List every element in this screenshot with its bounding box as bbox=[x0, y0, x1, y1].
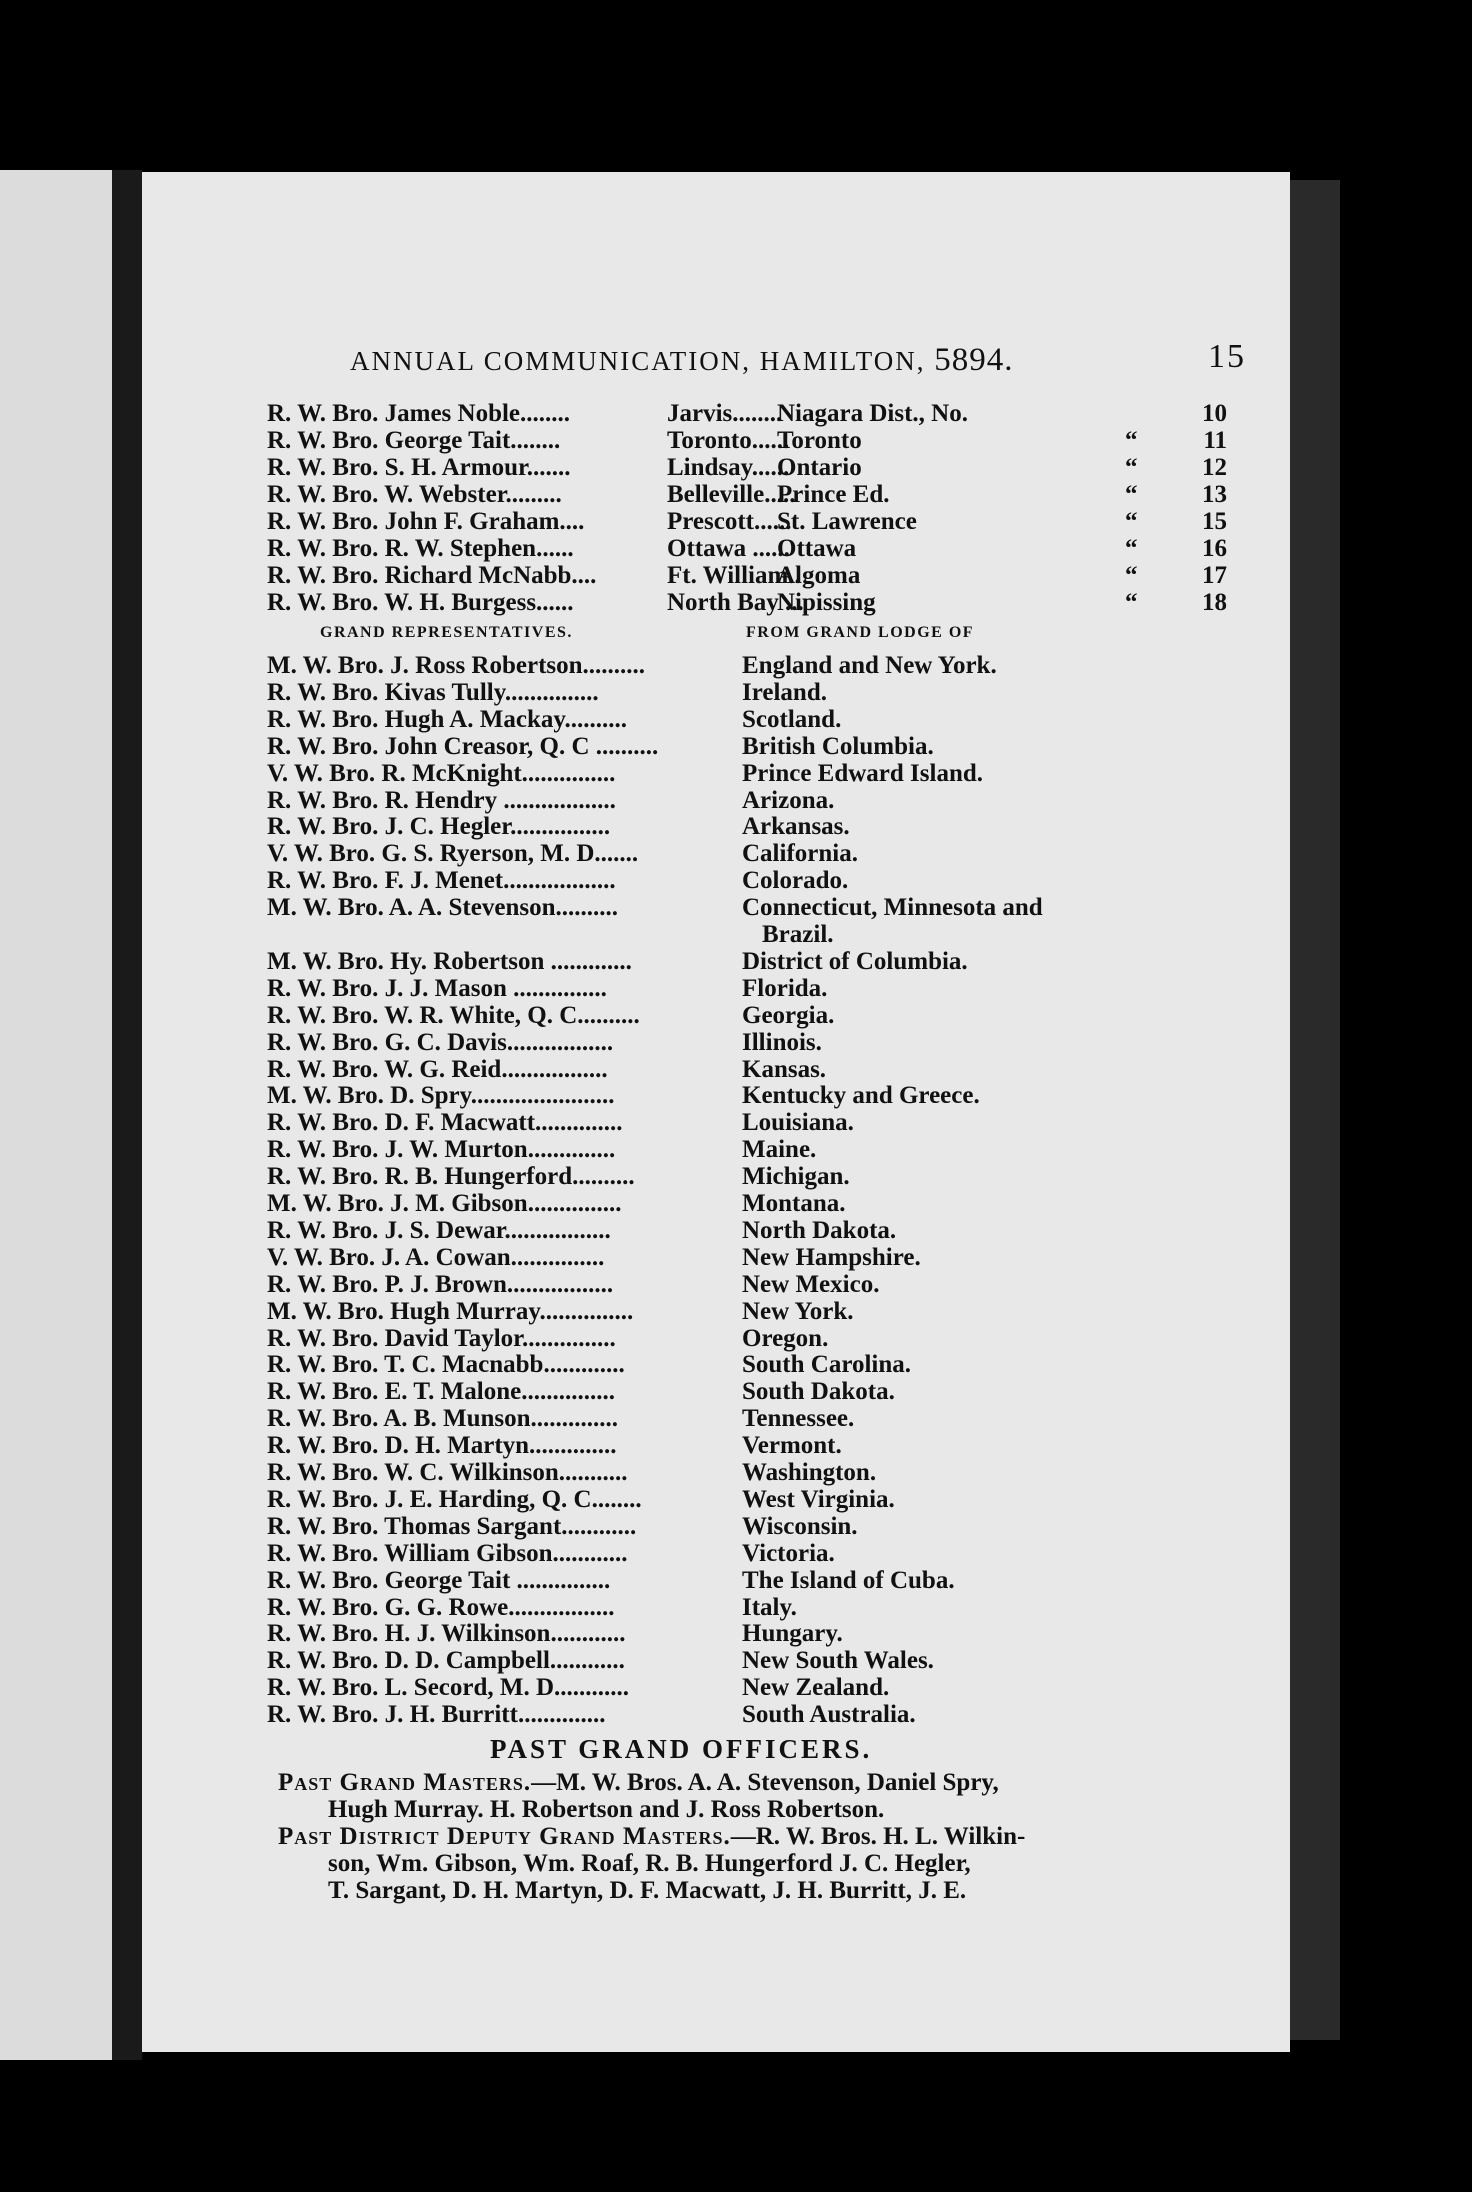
representative-name: M. W. Bro. Hy. Robertson ............. bbox=[267, 947, 632, 975]
representative-lodge: South Carolina. bbox=[742, 1351, 912, 1379]
representative-name: R. W. Bro. Hugh A. Mackay.......... bbox=[267, 705, 628, 733]
past-district-deputies-label: Past District Deputy Grand Masters. bbox=[278, 1823, 731, 1850]
header-year: 5894. bbox=[934, 342, 1014, 378]
representative-name: R. W. Bro. J. C. Hegler................ bbox=[267, 813, 611, 841]
deputy-name: R. W. Bro. S. H. Armour....... bbox=[267, 454, 571, 481]
representative-lodge: New South Wales. bbox=[742, 1647, 934, 1675]
representative-row bbox=[267, 1029, 1227, 1056]
deputy-number: 12 bbox=[1202, 454, 1227, 481]
representative-name: R. W. Bro. John Creasor, Q. C .......... bbox=[267, 732, 659, 760]
deputy-district: St. Lawrence bbox=[777, 508, 917, 535]
deputy-row bbox=[267, 562, 1227, 589]
page-header bbox=[350, 338, 1250, 379]
representative-lodge: West Virginia. bbox=[742, 1485, 895, 1513]
representative-name: V. W. Bro. G. S. Ryerson, M. D....... bbox=[267, 840, 639, 868]
representative-lodge: New Zealand. bbox=[742, 1674, 890, 1702]
deputy-number: 15 bbox=[1202, 508, 1227, 535]
representative-lodge: Maine. bbox=[742, 1136, 817, 1164]
deputy-location: North Bay ... bbox=[667, 589, 804, 616]
representative-lodge: Washington. bbox=[742, 1459, 877, 1486]
representative-lodge: Scotland. bbox=[742, 705, 842, 733]
representative-name: M. W. Bro. D. Spry....................... bbox=[267, 1082, 615, 1110]
representative-lodge: Wisconsin. bbox=[742, 1512, 858, 1540]
representative-name: R. W. Bro. W. C. Wilkinson........... bbox=[267, 1459, 628, 1486]
representative-name: R. W. Bro. J. J. Mason ............... bbox=[267, 974, 607, 1002]
page-number: 15 bbox=[1208, 338, 1246, 375]
representative-lodge: Kansas. bbox=[742, 1055, 827, 1083]
representative-lodge: Vermont. bbox=[742, 1432, 842, 1460]
representative-name: R. W. Bro. H. J. Wilkinson............ bbox=[267, 1620, 626, 1648]
representative-lodge: Connecticut, Minnesota and bbox=[742, 894, 1043, 922]
ditto-mark: “ bbox=[1125, 562, 1138, 589]
representative-row bbox=[267, 840, 1227, 867]
representative-name: R. W. Bro. J. H. Burritt.............. bbox=[267, 1701, 606, 1729]
deputy-number: 18 bbox=[1202, 589, 1227, 616]
deputy-location: Ft. William.. bbox=[667, 562, 801, 589]
ditto-mark: “ bbox=[1125, 427, 1138, 454]
deputy-district: Ontario bbox=[777, 454, 862, 481]
grand-representatives-heading: GRAND REPRESENTATIVES. bbox=[320, 624, 573, 641]
representative-name: R. W. Bro. T. C. Macnabb............. bbox=[267, 1351, 625, 1379]
deputy-number: 17 bbox=[1202, 562, 1227, 589]
representative-name: R. W. Bro. D. D. Campbell............ bbox=[267, 1647, 625, 1675]
representative-row bbox=[267, 1540, 1227, 1567]
representative-row bbox=[267, 1513, 1227, 1540]
representative-name: R. W. Bro. David Taylor............... bbox=[267, 1324, 616, 1352]
deputy-row bbox=[267, 508, 1227, 535]
representative-row bbox=[267, 1163, 1227, 1190]
representative-row bbox=[267, 787, 1227, 814]
representative-name: R. W. Bro. G. C. Davis................. bbox=[267, 1028, 614, 1056]
representative-row bbox=[267, 1271, 1227, 1298]
representative-lodge: North Dakota. bbox=[742, 1216, 897, 1244]
representative-row bbox=[267, 1217, 1227, 1244]
representative-name: M. W. Bro. J. Ross Robertson.......... bbox=[267, 652, 646, 679]
representative-lodge: South Australia. bbox=[742, 1701, 916, 1729]
representative-name: R. W. Bro. W. G. Reid................. bbox=[267, 1055, 608, 1083]
representative-name: M. W. Bro. J. M. Gibson............... bbox=[267, 1190, 622, 1217]
representative-lodge: Prince Edward Island. bbox=[742, 759, 984, 787]
ditto-mark: “ bbox=[1125, 535, 1138, 562]
representative-lodge: Colorado. bbox=[742, 867, 849, 895]
representative-row bbox=[267, 1298, 1227, 1325]
representative-lodge: South Dakota. bbox=[742, 1378, 895, 1406]
past-grand-masters-line-1: —M. W. Bros. A. A. Stevenson, Daniel Spry, bbox=[531, 1769, 999, 1796]
deputy-name: R. W. Bro. W. H. Burgess...... bbox=[267, 589, 574, 616]
deputy-row bbox=[267, 535, 1227, 562]
past-grand-officers-heading: PAST GRAND OFFICERS. bbox=[490, 1734, 873, 1764]
deputy-row bbox=[267, 400, 1227, 427]
deputy-location: Ottawa ...... bbox=[667, 535, 790, 562]
deputy-district: Niagara Dist., No. bbox=[777, 400, 968, 427]
representative-name: R. W. Bro. R. B. Hungerford.......... bbox=[267, 1163, 635, 1191]
representative-row bbox=[267, 921, 1227, 948]
representative-lodge: Victoria. bbox=[742, 1539, 835, 1567]
representative-lodge: Louisiana. bbox=[742, 1109, 854, 1137]
representative-lodge: New Hampshire. bbox=[742, 1243, 921, 1271]
representative-lodge: District of Columbia. bbox=[742, 947, 968, 975]
representative-row bbox=[267, 1190, 1227, 1217]
representative-name: R. W. Bro. P. J. Brown................. bbox=[267, 1270, 614, 1298]
deputy-row bbox=[267, 427, 1227, 454]
representative-row bbox=[267, 1620, 1227, 1647]
representative-name: R. W. Bro. W. R. White, Q. C.......... bbox=[267, 1001, 640, 1029]
representative-row bbox=[267, 1594, 1227, 1621]
deputy-name: R. W. Bro. R. W. Stephen...... bbox=[267, 535, 574, 562]
representative-lodge: Kentucky and Greece. bbox=[742, 1082, 980, 1110]
representative-row bbox=[267, 652, 1227, 679]
representative-row bbox=[267, 894, 1227, 921]
representative-row bbox=[267, 1432, 1227, 1459]
deputy-district: Toronto bbox=[777, 427, 862, 454]
representative-row bbox=[267, 679, 1227, 706]
representative-name: R. W. Bro. E. T. Malone............... bbox=[267, 1378, 615, 1406]
representative-lodge: Hungary. bbox=[742, 1620, 843, 1648]
deputy-name: R. W. Bro. Richard McNabb.... bbox=[267, 562, 597, 589]
representative-lodge: Arkansas. bbox=[742, 813, 850, 841]
representative-row bbox=[267, 760, 1227, 787]
representative-name: R. W. Bro. L. Secord, M. D............ bbox=[267, 1674, 630, 1702]
past-district-deputies-line-2: son, Wm. Gibson, Wm. Roaf, R. B. Hungerford J. C. Hegler, bbox=[328, 1850, 971, 1877]
representative-row bbox=[267, 1056, 1227, 1083]
representative-lodge: England and New York. bbox=[742, 652, 997, 679]
ditto-mark: “ bbox=[1125, 481, 1138, 508]
representative-name: M. W. Bro. Hugh Murray............... bbox=[267, 1297, 634, 1325]
representative-lodge: Georgia. bbox=[742, 1001, 835, 1029]
representative-lodge: Tennessee. bbox=[742, 1405, 855, 1433]
deputy-number: 11 bbox=[1203, 427, 1227, 454]
past-district-deputies-line-1: —R. W. Bros. H. L. Wilkin- bbox=[730, 1823, 1026, 1850]
representative-lodge: Oregon. bbox=[742, 1324, 829, 1352]
representative-row bbox=[267, 706, 1227, 733]
representative-name: R. W. Bro. J. W. Murton.............. bbox=[267, 1136, 616, 1164]
representative-row bbox=[267, 975, 1227, 1002]
ditto-mark: “ bbox=[1125, 589, 1138, 616]
past-district-deputies-line-3: T. Sargant, D. H. Martyn, D. F. Macwatt, J. H. Burritt, J. E. bbox=[328, 1877, 967, 1904]
representative-row bbox=[267, 1136, 1227, 1163]
from-grand-lodge-heading: FROM GRAND LODGE OF bbox=[746, 624, 975, 641]
representative-row bbox=[267, 1459, 1227, 1486]
deputy-district: Ottawa bbox=[777, 535, 857, 562]
representative-name: M. W. Bro. A. A. Stevenson.......... bbox=[267, 894, 618, 922]
representative-lodge: New York. bbox=[742, 1297, 854, 1325]
deputy-name: R. W. Bro. W. Webster......... bbox=[267, 481, 562, 508]
representative-name: R. W. Bro. J. S. Dewar................. bbox=[267, 1216, 611, 1244]
deputy-number: 16 bbox=[1202, 535, 1227, 562]
deputy-name: R. W. Bro. James Noble........ bbox=[267, 400, 571, 427]
past-district-deputies-paragraph bbox=[278, 1823, 1110, 1904]
representative-name: R. W. Bro. F. J. Menet.................. bbox=[267, 867, 616, 895]
deputy-location: Jarvis........ bbox=[667, 400, 783, 427]
representative-name: R. W. Bro. Kivas Tully............... bbox=[267, 678, 599, 706]
representative-row bbox=[267, 867, 1227, 894]
representative-name: R. W. Bro. D. H. Martyn.............. bbox=[267, 1432, 617, 1460]
representative-name: V. W. Bro. J. A. Cowan............... bbox=[267, 1243, 605, 1271]
representative-row bbox=[267, 1486, 1227, 1513]
representative-row bbox=[267, 1378, 1227, 1405]
representative-row bbox=[267, 948, 1227, 975]
representative-row bbox=[267, 1002, 1227, 1029]
representative-lodge: The Island of Cuba. bbox=[742, 1566, 955, 1594]
representative-row bbox=[267, 1701, 1227, 1728]
representative-name: R. W. Bro. George Tait ............... bbox=[267, 1566, 611, 1594]
deputy-location: Prescott...... bbox=[667, 508, 792, 535]
deputy-row bbox=[267, 481, 1227, 508]
representative-name: R. W. Bro. D. F. Macwatt.............. bbox=[267, 1109, 623, 1137]
past-grand-masters-paragraph bbox=[278, 1769, 1110, 1823]
representative-row bbox=[267, 1405, 1227, 1432]
deputy-district: Algoma bbox=[777, 562, 861, 589]
representative-name: R. W. Bro. J. E. Harding, Q. C........ bbox=[267, 1485, 642, 1513]
representative-lodge: Florida. bbox=[742, 974, 828, 1002]
representative-row bbox=[267, 1082, 1227, 1109]
representative-row bbox=[267, 1674, 1227, 1701]
representative-name: R. W. Bro. Thomas Sargant............ bbox=[267, 1512, 637, 1540]
ditto-mark: “ bbox=[1125, 508, 1138, 535]
header-title: ANNUAL COMMUNICATION, HAMILTON, bbox=[350, 346, 926, 376]
representative-row bbox=[267, 1244, 1227, 1271]
representative-row bbox=[267, 1325, 1227, 1352]
representative-row bbox=[267, 1647, 1227, 1674]
representative-lodge: Ireland. bbox=[742, 678, 827, 706]
representative-lodge: Italy. bbox=[742, 1593, 797, 1621]
deputy-district: Prince Ed. bbox=[777, 481, 890, 508]
representative-row bbox=[267, 733, 1227, 760]
representative-lodge: Illinois. bbox=[742, 1028, 822, 1056]
page-gutter bbox=[112, 170, 142, 2060]
deputy-location: Belleville..... bbox=[667, 481, 796, 508]
past-grand-masters-label: Past Grand Masters. bbox=[278, 1769, 532, 1796]
representative-row bbox=[267, 813, 1227, 840]
representative-lodge: New Mexico. bbox=[742, 1270, 880, 1298]
representative-row bbox=[267, 1567, 1227, 1594]
representative-lodge: Montana. bbox=[742, 1190, 846, 1217]
deputy-district: Nipissing bbox=[777, 589, 876, 616]
representative-lodge: Arizona. bbox=[742, 786, 835, 814]
deputy-number: 10 bbox=[1202, 400, 1227, 427]
ditto-mark: “ bbox=[1125, 454, 1138, 481]
representative-name: R. W. Bro. William Gibson............ bbox=[267, 1539, 628, 1567]
representative-name: V. W. Bro. R. McKnight............... bbox=[267, 759, 616, 787]
deputy-location: Lindsay...... bbox=[667, 454, 790, 481]
deputy-row bbox=[267, 589, 1227, 616]
representative-lodge: Brazil. bbox=[762, 921, 834, 948]
representative-name: R. W. Bro. A. B. Munson.............. bbox=[267, 1405, 619, 1433]
right-page-shadow bbox=[1290, 180, 1340, 2040]
deputy-name: R. W. Bro. George Tait........ bbox=[267, 427, 561, 454]
representative-name: R. W. Bro. R. Hendry .................. bbox=[267, 786, 616, 814]
deputy-row bbox=[267, 454, 1227, 481]
document-page bbox=[142, 172, 1290, 2052]
deputy-location: Toronto...... bbox=[667, 427, 790, 454]
representative-row bbox=[267, 1351, 1227, 1378]
deputy-name: R. W. Bro. John F. Graham.... bbox=[267, 508, 585, 535]
deputy-number: 13 bbox=[1202, 481, 1227, 508]
representative-lodge: California. bbox=[742, 840, 858, 868]
representative-name: R. W. Bro. G. G. Rowe................. bbox=[267, 1593, 615, 1621]
past-grand-masters-line-2: Hugh Murray. H. Robertson and J. Ross Robertson. bbox=[328, 1796, 885, 1823]
representative-row bbox=[267, 1109, 1227, 1136]
representative-lodge: Michigan. bbox=[742, 1163, 850, 1191]
representative-lodge: British Columbia. bbox=[742, 732, 934, 760]
